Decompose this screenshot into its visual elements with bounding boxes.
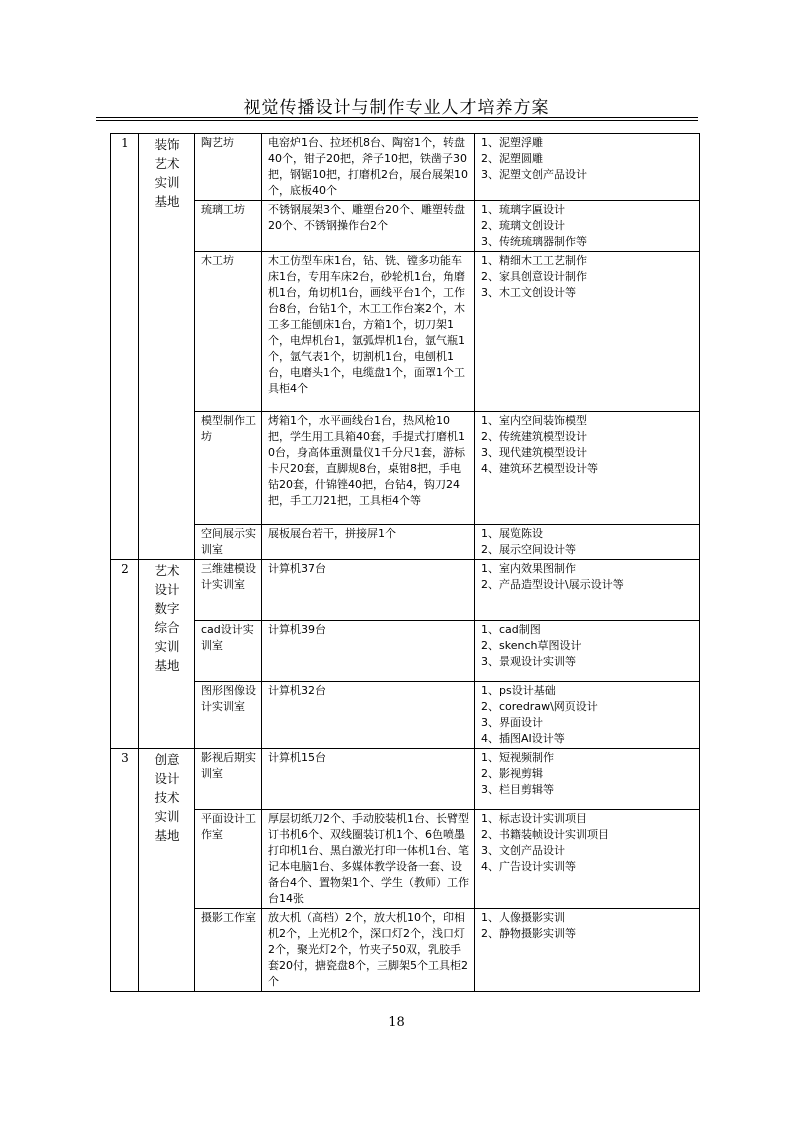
- room-name: 陶艺坊: [195, 134, 262, 201]
- content-item: 1、短视频制作: [481, 751, 554, 764]
- room-name: cad设计实训室: [195, 621, 262, 682]
- equipment-cell: 展板展台若干，拼接屏1个: [262, 525, 475, 560]
- content-item: 3、传统琉璃器制作等: [481, 235, 587, 248]
- equipment-cell: 放大机（高档）2个，放大机10个，印相机2个，上光机2个，深口灯2个，浅口灯2个，聚光灯2个，竹夹子50双，乳胶手套20付，搪瓷盘8个，三脚架5个工具柜2个: [262, 909, 475, 992]
- training-content-cell: [475, 525, 700, 560]
- equipment-cell: 不锈钢展架3个、雕塑台20个、雕塑转盘20个、不锈钢操作台2个: [262, 201, 475, 252]
- training-content-cell: [475, 749, 700, 810]
- training-content-cell: [475, 682, 700, 749]
- content-item: 4、广告设计实训等: [481, 860, 576, 873]
- table-row: [111, 909, 700, 992]
- content-item: 2、琉璃文创设计: [481, 219, 565, 232]
- content-item: 1、标志设计实训项目: [481, 812, 587, 825]
- equipment-cell: 厚层切纸刀2个、手动胶装机1台、长臂型订书机6个、双线圈装订机1个、6色喷墨打印机1台、黑白激光打印一体机1台、笔记本电脑1台、多媒体教学设备一套、设备台4个、置物架1个、学生（教师）工作台14张: [262, 810, 475, 909]
- content-item: 2、泥塑圆雕: [481, 152, 543, 165]
- training-content-cell: [475, 201, 700, 252]
- table-row: [111, 621, 700, 682]
- room-name: 琉璃工坊: [195, 201, 262, 252]
- table-row: [111, 560, 700, 621]
- content-item: 4、插图AI设计等: [481, 732, 565, 745]
- content-item: 1、人像摄影实训: [481, 911, 565, 924]
- content-item: 1、ps设计基础: [481, 684, 556, 697]
- room-name: 空间展示实训室: [195, 525, 262, 560]
- content-item: 3、木工文创设计等: [481, 286, 576, 299]
- content-item: 2、产品造型设计\展示设计等: [481, 578, 624, 591]
- training-content-cell: [475, 909, 700, 992]
- equipment-cell: 木工仿型车床1台，钻、铣、镗多功能车床1台，专用车床2台，砂轮机1台，角磨机1台，角切机1台，画线平台1个，工作台8台，台钻1个，木工工作台案2个，木工多工能刨床1台，方箱1个，切刀架1个，电焊机台1，氩弧焊机1台，氩气瓶1个，氩气表1个，切割机1台，电刨机1台，电磨头1个，电缆盘1个，面罩1个工具柜4个: [262, 252, 475, 412]
- content-item: 2、家具创意设计制作: [481, 270, 587, 283]
- table-row: [111, 682, 700, 749]
- table-row: [111, 749, 700, 810]
- content-item: 2、书籍装帧设计实训项目: [481, 828, 609, 841]
- room-name: 三维建模设计实训室: [195, 560, 262, 621]
- base-name: [139, 560, 195, 749]
- content-item: 1、琉璃字匾设计: [481, 203, 565, 216]
- content-item: 2、静物摄影实训等: [481, 927, 576, 940]
- base-name-text: 创意设计技术实训基地: [154, 752, 180, 843]
- content-item: 1、泥塑浮雕: [481, 136, 543, 149]
- room-name: 图形图像设计实训室: [195, 682, 262, 749]
- equipment-cell: 电窑炉1台、拉坯机8台、陶窑1个，转盘40个，钳子20把，斧子10把，铁凿子30把，钢锯10把，打磨机2台，展台展架10个，底板40个: [262, 134, 475, 201]
- content-item: 3、界面设计: [481, 716, 543, 729]
- training-content-cell: [475, 252, 700, 412]
- room-name: 影视后期实训室: [195, 749, 262, 810]
- training-content-cell: [475, 412, 700, 525]
- training-content-cell: [475, 621, 700, 682]
- room-name: 摄影工作室: [195, 909, 262, 992]
- room-name: 木工坊: [195, 252, 262, 412]
- equipment-cell: 计算机37台: [262, 560, 475, 621]
- training-content-cell: [475, 560, 700, 621]
- base-name-text: 装饰艺术实训基地: [154, 137, 180, 209]
- content-item: 2、coredraw\网页设计: [481, 700, 598, 713]
- group-number: 3: [111, 749, 139, 992]
- content-item: 1、室内效果图制作: [481, 562, 576, 575]
- content-item: 3、现代建筑模型设计: [481, 446, 587, 459]
- table-row: [111, 412, 700, 525]
- content-item: 2、传统建筑模型设计: [481, 430, 587, 443]
- room-name: 模型制作工坊: [195, 412, 262, 525]
- table-row: [111, 134, 700, 201]
- group-number: 2: [111, 560, 139, 749]
- base-name: [139, 134, 195, 560]
- header-rule-thin: [96, 120, 698, 121]
- content-item: 1、精细木工工艺制作: [481, 254, 587, 267]
- equipment-cell: 计算机39台: [262, 621, 475, 682]
- content-item: 4、建筑环艺模型设计等: [481, 462, 598, 475]
- content-item: 1、展览陈设: [481, 527, 543, 540]
- equipment-cell: 烤箱1个，水平画线台1台，热风枪10把，学生用工具箱40套，手提式打磨机10台，身高体重测量仪1千分尺1套，游标卡尺20套，直脚规8台，桌钳8把，手电钻20套，什锦锉40把，台钻4，钩刀24把，手工刀21把，工具柜4个等: [262, 412, 475, 525]
- page-number: 18: [388, 1015, 405, 1030]
- content-item: 1、cad制图: [481, 623, 541, 636]
- content-item: 2、skench草图设计: [481, 639, 582, 652]
- content-item: 2、影视剪辑: [481, 767, 543, 780]
- room-name: 平面设计工作室: [195, 810, 262, 909]
- content-item: 3、景观设计实训等: [481, 655, 576, 668]
- table-row: [111, 252, 700, 412]
- training-base-table: [110, 133, 700, 992]
- equipment-cell: 计算机32台: [262, 682, 475, 749]
- table-row: [111, 810, 700, 909]
- group-number: 1: [111, 134, 139, 560]
- equipment-cell: 计算机15台: [262, 749, 475, 810]
- content-item: 3、栏目剪辑等: [481, 783, 554, 796]
- content-item: 3、文创产品设计: [481, 844, 565, 857]
- training-content-cell: [475, 134, 700, 201]
- content-item: 1、室内空间装饰模型: [481, 414, 587, 427]
- training-content-cell: [475, 810, 700, 909]
- base-name: [139, 749, 195, 992]
- table-row: [111, 525, 700, 560]
- table-row: [111, 201, 700, 252]
- header-rule: [96, 117, 698, 118]
- content-item: 2、展示空间设计等: [481, 543, 576, 556]
- base-name-text: 艺术设计数字综合实训基地: [154, 563, 180, 673]
- page-header-title: 视觉传播设计与制作专业人才培养方案: [243, 98, 550, 118]
- content-item: 3、泥塑文创产品设计: [481, 168, 587, 181]
